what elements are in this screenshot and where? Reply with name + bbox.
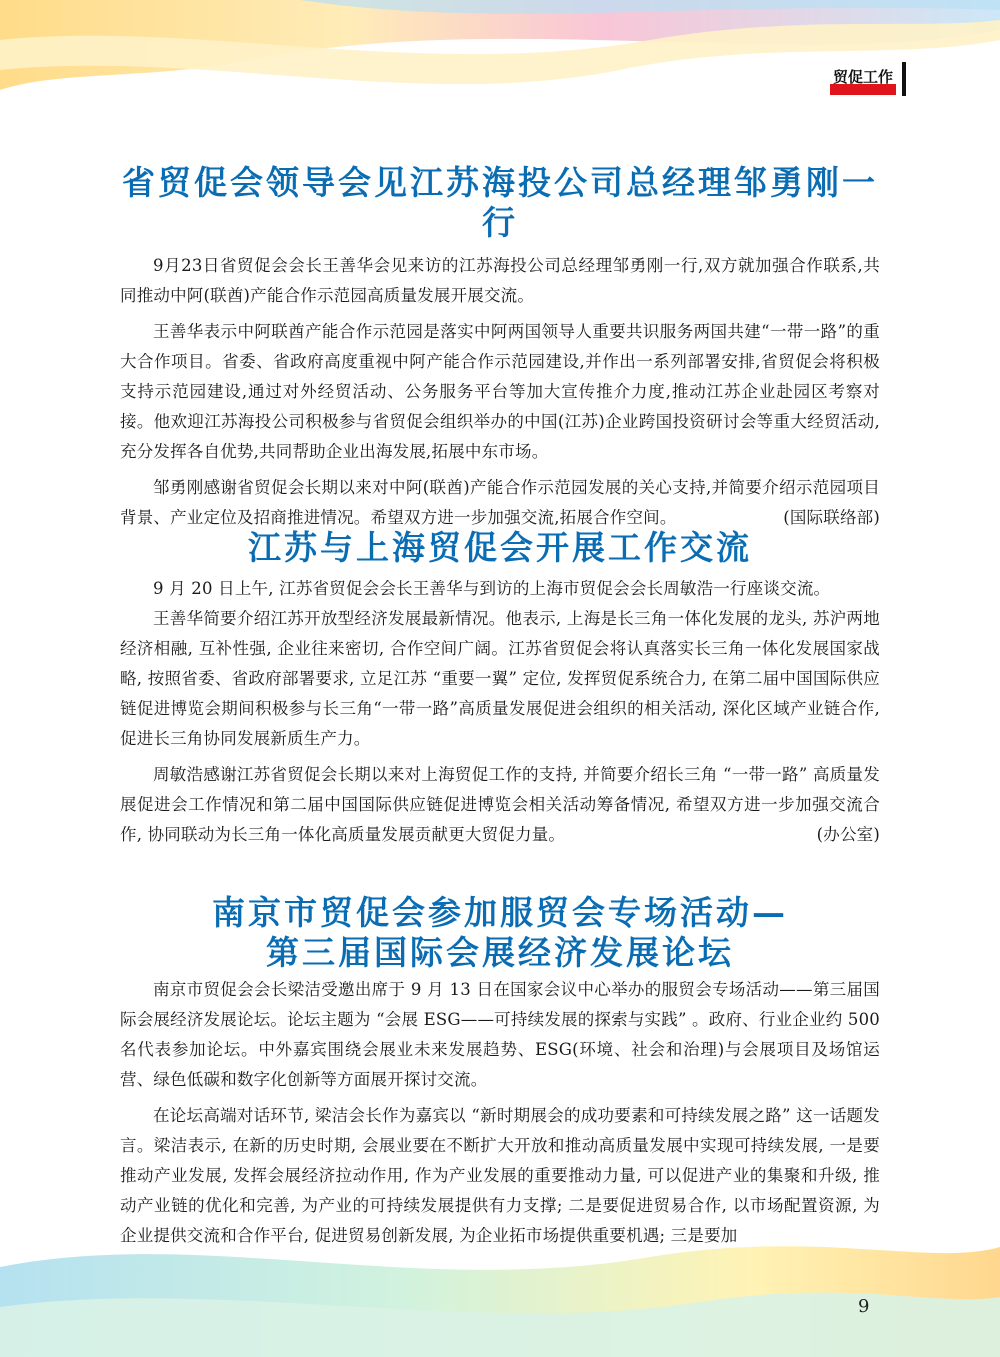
article-3-title-line-1: 南京市贸促会参加服贸会专场活动— bbox=[212, 893, 788, 932]
section-tag-label: 贸促工作 bbox=[832, 68, 893, 86]
article-1-paragraph-1: 9月23日省贸促会会长王善华会见来访的江苏海投公司总经理邹勇刚一行,双方就加强合作联系,共同推动中阿(联酋)产能合作示范园高质量发展开展交流。 bbox=[120, 256, 880, 305]
article-1 bbox=[120, 163, 880, 533]
section-tag bbox=[830, 60, 896, 90]
article-2-paragraph-3 bbox=[120, 760, 880, 850]
article-3 bbox=[120, 893, 880, 1251]
article-2 bbox=[120, 528, 880, 850]
article-1-credit: (国际联络部) bbox=[783, 508, 880, 527]
article-3-paragraph-2: 在论坛高端对话环节, 梁洁会长作为嘉宾以 “新时期展会的成功要素和可持续发展之路” 这一话题发言。梁洁表示, 在新的历史时期, 会展业要在不断扩大开放和推动高质量发展中实现可持续发展, 一是要推动产业发展, 发挥会展经济拉动作用, 作为产业发展的重要推动力量, 可以促进产业的集聚和升级, 推动产业链的优化和完善, 为产业的可持续发展提供有力支撑; 二是要促进贸易合作, 以市场配置资源, 为企业提供交流和合作平台, 促进贸易创新发展, 为企业拓市场提供重要机遇; 三是要加 bbox=[120, 1106, 880, 1245]
article-2-paragraph-2: 王善华简要介绍江苏开放型经济发展最新情况。他表示, 上海是长三角一体化发展的龙头, 苏沪两地经济相融, 互补性强, 企业往来密切, 合作空间广阔。江苏省贸促会将认真落实长三角一体化发展国家战略, 按照省委、省政府部署要求, 立足江苏 “重要一翼” 定位, 发挥贸促系统合力, 在第二届中国国际供应链促进博览会期间积极参与长三角“一带一路”高质量发展促进会组织的相关活动, 深化区域产业链合作, 促进长三角协同发展新质生产力。 bbox=[120, 609, 880, 748]
article-2-credit: (办公室) bbox=[816, 825, 880, 844]
article-3-paragraph-1: 南京市贸促会会长梁洁受邀出席于 9 月 13 日在国家会议中心举办的服贸会专场活动——第三届国际会展经济发展论坛。论坛主题为 “会展 ESG——可持续发展的探索与实践” 。政府、行业企业约 500 名代表参加论坛。中外嘉宾围绕会展业未来发展趋势、ESG(环境、社会和治理)与会展项目及场馆运营、绿色低碳和数字化创新等方面展开探讨交流。 bbox=[120, 980, 880, 1089]
article-2-paragraph-3-text: 周敏浩感谢江苏省贸促会长期以来对上海贸促工作的支持, 并简要介绍长三角 “一带一路” 高质量发展促进会工作情况和第二届中国国际供应链促进博览会相关活动筹备情况, 希望双方进一步加强交流合作, 协同联动为长三角一体化高质量发展贡献更大贸促力量。 bbox=[120, 765, 880, 844]
article-1-paragraph-2: 王善华表示中阿联酋产能合作示范园是落实中阿两国领导人重要共识服务两国共建“一带一路”的重大合作项目。省委、省政府高度重视中阿产能合作示范园建设,并作出一系列部署安排,省贸促会将积极支持示范园建设,通过对外经贸活动、公务服务平台等加大宣传推介力度,推动江苏企业赴园区考察对接。他欢迎江苏海投公司积极参与省贸促会组织举办的中国(江苏)企业跨国投资研讨会等重大经贸活动,充分发挥各自优势,共同帮助企业出海发展,拓展中东市场。 bbox=[120, 322, 880, 461]
article-1-paragraph-3 bbox=[120, 473, 880, 533]
article-2-title: 江苏与上海贸促会开展工作交流 bbox=[248, 528, 752, 567]
page-number: 9 bbox=[858, 1296, 870, 1317]
article-1-paragraph-3-text: 邹勇刚感谢省贸促会长期以来对中阿(联酋)产能合作示范园发展的关心支持,并简要介绍示范园项目背景、产业定位及招商推进情况。希望双方进一步加强交流,拓展合作空间。 bbox=[120, 478, 880, 527]
article-2-paragraph-1: 9 月 20 日上午, 江苏省贸促会会长王善华与到访的上海市贸促会会长周敏浩一行座谈交流。 bbox=[153, 579, 831, 598]
article-1-title: 省贸促会领导会见江苏海投公司总经理邹勇刚一行 bbox=[122, 163, 878, 242]
section-tag-divider bbox=[902, 62, 906, 96]
article-3-title-line-2: 第三届国际会展经济发展论坛 bbox=[266, 933, 734, 972]
